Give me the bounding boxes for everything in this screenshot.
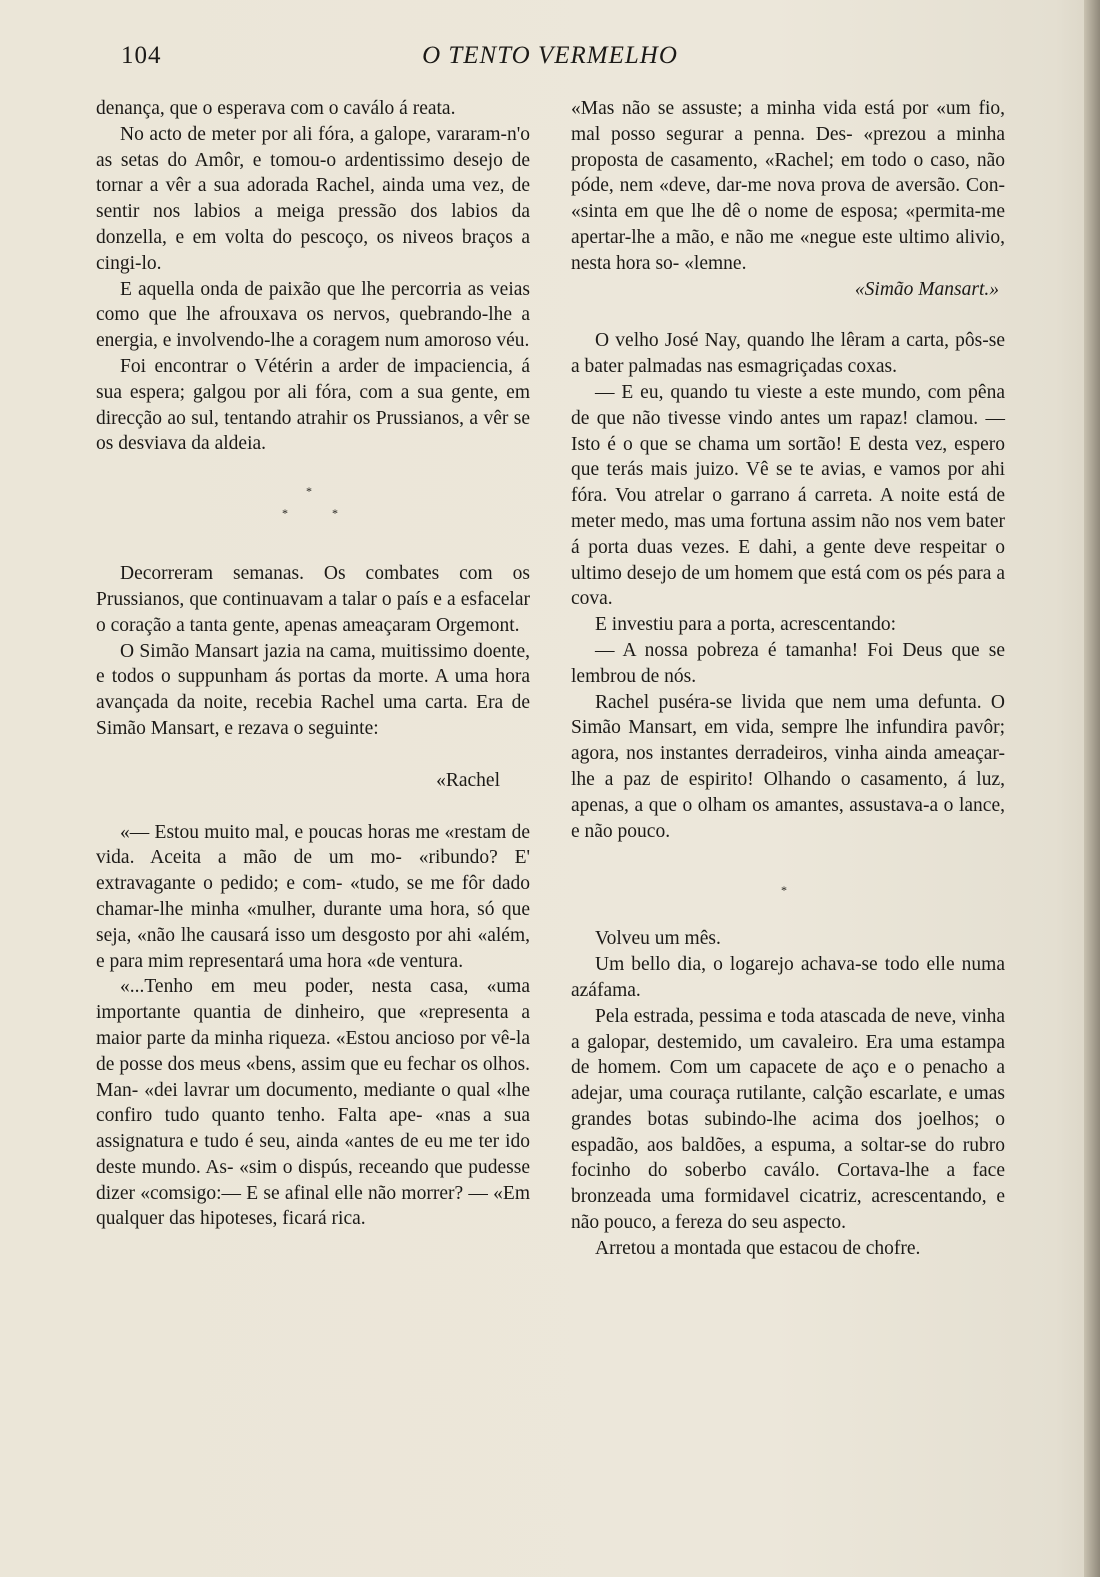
asterisk: *	[306, 484, 312, 499]
paragraph: Decorreram semanas. Os combates com os Prussianos, que continuavam a talar o país e a esfacelar o coração a tanta gente, apenas ameaçaram Orgemont.	[96, 563, 530, 636]
left-column	[96, 96, 530, 1232]
paragraph: — E eu, quando tu vieste a este mundo, com pêna de que não tivesse vindo antes um rapaz! clamou. — Isto é o que se chama um sortão! E desta vez, espero que terás mais juizo. Vê se te avias, e vamos por ahi fóra. Vou atrelar o garrano á carreta. A noite está de meter medo, mas uma fortuna assim não nos vem bater á porta duas vezes. E dahi, a gente deve respeitar o ultimo desejo de um homem que está com os pés para a cova.	[571, 381, 1005, 610]
right-column	[571, 96, 1005, 1262]
asterisk: *	[332, 506, 338, 521]
paragraph: Volveu um mês.	[595, 928, 721, 950]
letter-paragraph: «...Tenho em meu poder, nesta casa, «uma importante quantia de dinheiro, que «representa a maior parte da minha riqueza. «Estou ancioso por vê-la de posse dos meus «bens, assim que eu fechar os olhos. Man- «dei lavrar um documento, mediante o qual «lhe confiro tudo quanto tenho. Falta ape- «nas a sua assignatura e tudo é seu, ainda «antes de eu me ter ido deste mundo. As- «sim o dispús, receando que pudesse dizer «comsigo:— E se afinal elle não morrer? — «Em qualquer das hipoteses, ficará rica.	[96, 976, 530, 1230]
paragraph: Foi encontrar o Vétérin a arder de impaciencia, á sua espera; galgou por ali fóra, com a sua gente, em direcção ao sul, tentando atrahir os Prussianos, a vêr se os desviava da aldeia.	[96, 355, 530, 455]
spacer	[96, 742, 530, 768]
paragraph: E investiu para a porta, acrescentando:	[595, 614, 897, 636]
letter-salutation: «Rachel	[436, 769, 500, 791]
page-header	[0, 42, 1100, 82]
page-number: 104	[121, 42, 162, 69]
paragraph: No acto de meter por ali fóra, a galope, vararam-n'o as setas do Amôr, e tomou-o ardentissimo desejo de tornar a vêr a sua adorada Rachel, ainda uma vez, de sentir nos labios a meiga pressão dos labios da donzella, e em volta do pescoço, os niveos braços a cingi-lo.	[96, 123, 530, 274]
paragraph: Rachel puséra-se livida que nem uma defunta. O Simão Mansart, em vida, sempre lhe infundira pavôr; agora, nos instantes derradeiros, vinha ainda ameaçar-lhe a paz de espirito! Olhando o casamento, á luz, apenas, a que o olham os amantes, assustava-a o lance, e não pouco.	[571, 691, 1005, 842]
paragraph: O velho José Nay, quando lhe lêram a carta, pôs-se a bater palmadas nas esmagriçadas coxas.	[571, 330, 1005, 378]
letter-paragraph: «Mas não se assuste; a minha vida está por «um fio, mal posso segurar a penna. Des- «prezou a minha proposta de casamento, «Rachel; em todo o caso, não póde, nem «deve, dar-me nova prova de aversão. Con- «sinta em que lhe dê o nome de esposa; «permita-me apertar-lhe a mão, e não me «negue este ultimo alivio, nesta hora so- «lemne.	[571, 98, 1005, 274]
asterisk: *	[282, 506, 288, 521]
spacer	[96, 794, 530, 820]
section-break-asterisks	[96, 457, 530, 561]
spacer	[571, 302, 1005, 328]
letter-signature: «Simão Mansart.»	[854, 278, 999, 300]
section-break-asterisk	[571, 844, 1005, 926]
page-spine-shadow	[1084, 0, 1100, 1577]
asterisk: *	[781, 883, 787, 898]
running-title: O TENTO VERMELHO	[422, 42, 678, 69]
letter-paragraph: «— Estou muito mal, e poucas horas me «restam de vida. Aceita a mão de um mo- «ribundo? E' extravagante o pedido; e com- «tudo, se me fôr dado chamar-lhe minha «mulher, durante uma hora, só que seja, «não lhe causará isso um desgosto por ahi «além, e para mim representará uma hora «de ventura.	[96, 821, 530, 972]
paragraph: O Simão Mansart jazia na cama, muitissimo doente, e todos o suppunham ás portas da morte. A uma hora avançada da noite, recebia Rachel uma carta. Era de Simão Mansart, e rezava o seguinte:	[96, 640, 530, 739]
paragraph: Pela estrada, pessima e toda atascada de neve, vinha a galopar, destemido, um cavaleiro. Era uma estampa de homem. Com um capacete de aço e o penacho a adejar, uma couraça rutilante, calção escarlate, e umas grandes botas subindo-lhe acima dos joelhos; o espadão, aos baldões, a espuma, a soltar-se do rubro focinho do soberbo caválo. Cortava-lhe a face bronzeada uma formidavel cicatriz, acrescentando, e não pouco, a fereza do seu aspecto.	[571, 1005, 1005, 1234]
paragraph: Arretou a montada que estacou de chofre.	[595, 1237, 921, 1259]
paragraph: E aquella onda de paixão que lhe percorria as veias como que lhe afrouxava os nervos, quebrando-lhe a energia, e involvendo-lhe a coragem num amoroso véu.	[96, 278, 530, 352]
paragraph: denança, que o esperava com o caválo á reata.	[96, 98, 456, 119]
paragraph: Um bello dia, o logarejo achava-se todo elle numa azáfama.	[571, 954, 1005, 1001]
paragraph: — A nossa pobreza é tamanha! Foi Deus que se lembrou de nós.	[571, 639, 1005, 687]
